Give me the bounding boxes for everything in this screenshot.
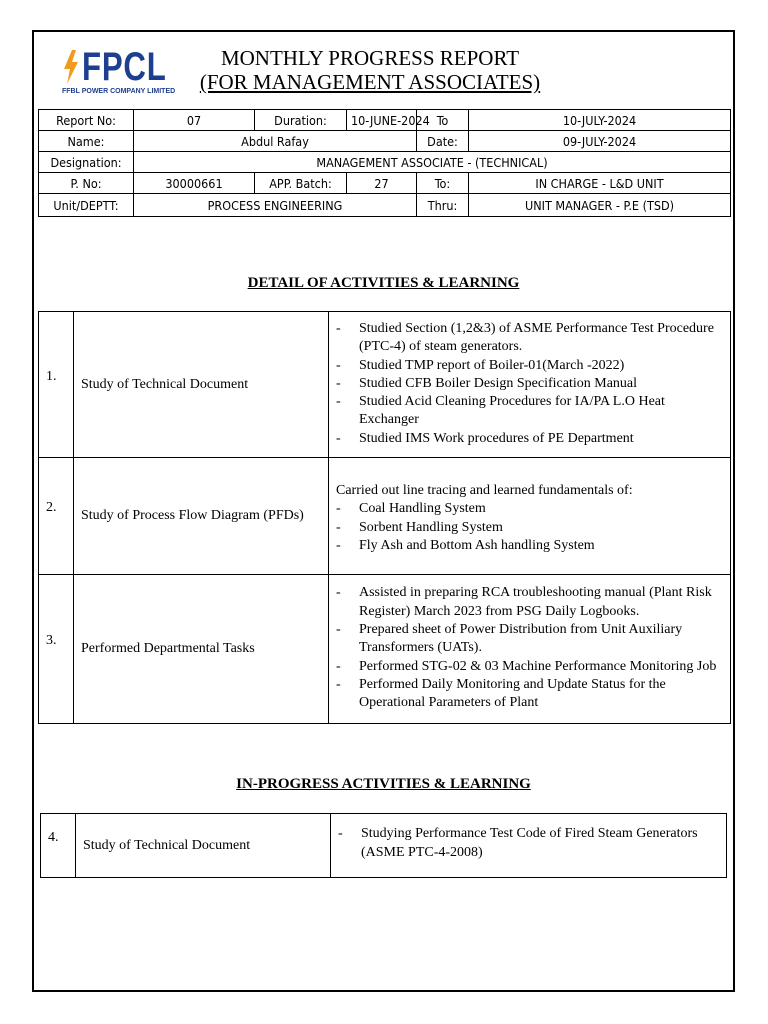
activity-details bbox=[329, 575, 731, 724]
info-row bbox=[39, 110, 731, 131]
lightning-bolt-icon bbox=[62, 50, 80, 84]
name-value: Abdul Rafay bbox=[134, 131, 417, 152]
activity-topic: Study of Technical Document bbox=[76, 814, 331, 878]
report-no-value: 07 bbox=[134, 110, 255, 131]
duration-label: Duration: bbox=[255, 110, 347, 131]
activities-heading: DETAIL OF ACTIVITIES & LEARNING bbox=[247, 275, 520, 291]
unit-label: Unit/DEPTT: bbox=[39, 194, 134, 217]
unit-value: PROCESS ENGINEERING bbox=[134, 194, 417, 217]
thru-value: UNIT MANAGER - P.E (TSD) bbox=[469, 194, 731, 217]
activity-topic: Performed Departmental Tasks bbox=[74, 575, 329, 724]
activity-number: 1. bbox=[39, 312, 74, 458]
activity-topic: Study of Process Flow Diagram (PFDs) bbox=[74, 458, 329, 575]
activity-row bbox=[41, 814, 727, 878]
activity-item: - Studied Acid Cleaning Procedures for IA/PA L.O Heat Exchanger bbox=[336, 393, 723, 430]
info-row bbox=[39, 173, 731, 194]
activity-details bbox=[329, 458, 731, 575]
to2-label: To: bbox=[417, 173, 469, 194]
duration-from-value: 10-JUNE-2024 bbox=[347, 110, 417, 131]
report-info-table bbox=[38, 109, 731, 217]
date-label: Date: bbox=[417, 131, 469, 152]
activity-item: - Studied IMS Work procedures of PE Department bbox=[336, 430, 723, 448]
activity-item: - Performed STG-02 & 03 Machine Performance Monitoring Job bbox=[336, 658, 723, 676]
activity-item: - Prepared sheet of Power Distribution from Unit Auxiliary Transformers (UATs). bbox=[336, 621, 723, 658]
activity-item: - Studying Performance Test Code of Fired Steam Generators (ASME PTC-4-2008) bbox=[338, 825, 719, 862]
thru-label: Thru: bbox=[417, 194, 469, 217]
activity-number: 3. bbox=[39, 575, 74, 724]
activity-topic: Study of Technical Document bbox=[74, 312, 329, 458]
activities-table bbox=[38, 311, 731, 724]
pno-label: P. No: bbox=[39, 173, 134, 194]
name-label: Name: bbox=[39, 131, 134, 152]
activity-item: - Studied CFB Boiler Design Specification Manual bbox=[336, 375, 723, 393]
app-batch-value: 27 bbox=[347, 173, 417, 194]
activity-row bbox=[39, 312, 731, 458]
app-batch-label: APP. Batch: bbox=[255, 173, 347, 194]
date-value: 09-JULY-2024 bbox=[469, 131, 731, 152]
duration-to-value: 10-JULY-2024 bbox=[469, 110, 731, 131]
activity-item: - Sorbent Handling System bbox=[336, 519, 723, 537]
activity-details bbox=[329, 312, 731, 458]
info-row bbox=[39, 152, 731, 173]
activity-item: - Studied TMP report of Boiler-01(March -2022) bbox=[336, 357, 723, 375]
activity-item: - Assisted in preparing RCA troubleshooting manual (Plant Risk Register) March 2023 from PSG Daily Logbooks. bbox=[336, 584, 723, 621]
activity-details bbox=[331, 814, 727, 878]
activity-row bbox=[39, 575, 731, 724]
designation-value: MANAGEMENT ASSOCIATE - (TECHNICAL) bbox=[134, 152, 731, 173]
in-progress-heading: IN-PROGRESS ACTIVITIES & LEARNING bbox=[236, 776, 531, 792]
logo-brand-text: FPCL bbox=[82, 45, 167, 89]
to2-value: IN CHARGE - L&D UNIT bbox=[469, 173, 731, 194]
designation-label: Designation: bbox=[39, 152, 134, 173]
activity-item: - Studied Section (1,2&3) of ASME Performance Test Procedure (PTC-4) of steam generators. bbox=[336, 320, 723, 357]
info-row bbox=[39, 194, 731, 217]
report-title: MONTHLY PROGRESS REPORT bbox=[220, 46, 520, 70]
to-label: To bbox=[417, 110, 469, 131]
activity-item: - Coal Handling System bbox=[336, 500, 723, 518]
activity-item: - Fly Ash and Bottom Ash handling System bbox=[336, 537, 723, 555]
activity-intro: Carried out line tracing and learned fundamentals of: bbox=[336, 482, 633, 498]
info-row bbox=[39, 131, 731, 152]
logo-tagline: FFBL POWER COMPANY LIMITED bbox=[62, 88, 176, 95]
activity-row bbox=[39, 458, 731, 575]
report-no-label: Report No: bbox=[39, 110, 134, 131]
report-subtitle: (FOR MANAGEMENT ASSOCIATES) bbox=[199, 70, 541, 94]
activity-number: 2. bbox=[39, 458, 74, 575]
pno-value: 30000661 bbox=[134, 173, 255, 194]
activity-item: - Performed Daily Monitoring and Update Status for the Operational Parameters of Plant bbox=[336, 676, 723, 713]
activity-number: 4. bbox=[41, 814, 76, 878]
in-progress-table bbox=[40, 813, 727, 878]
